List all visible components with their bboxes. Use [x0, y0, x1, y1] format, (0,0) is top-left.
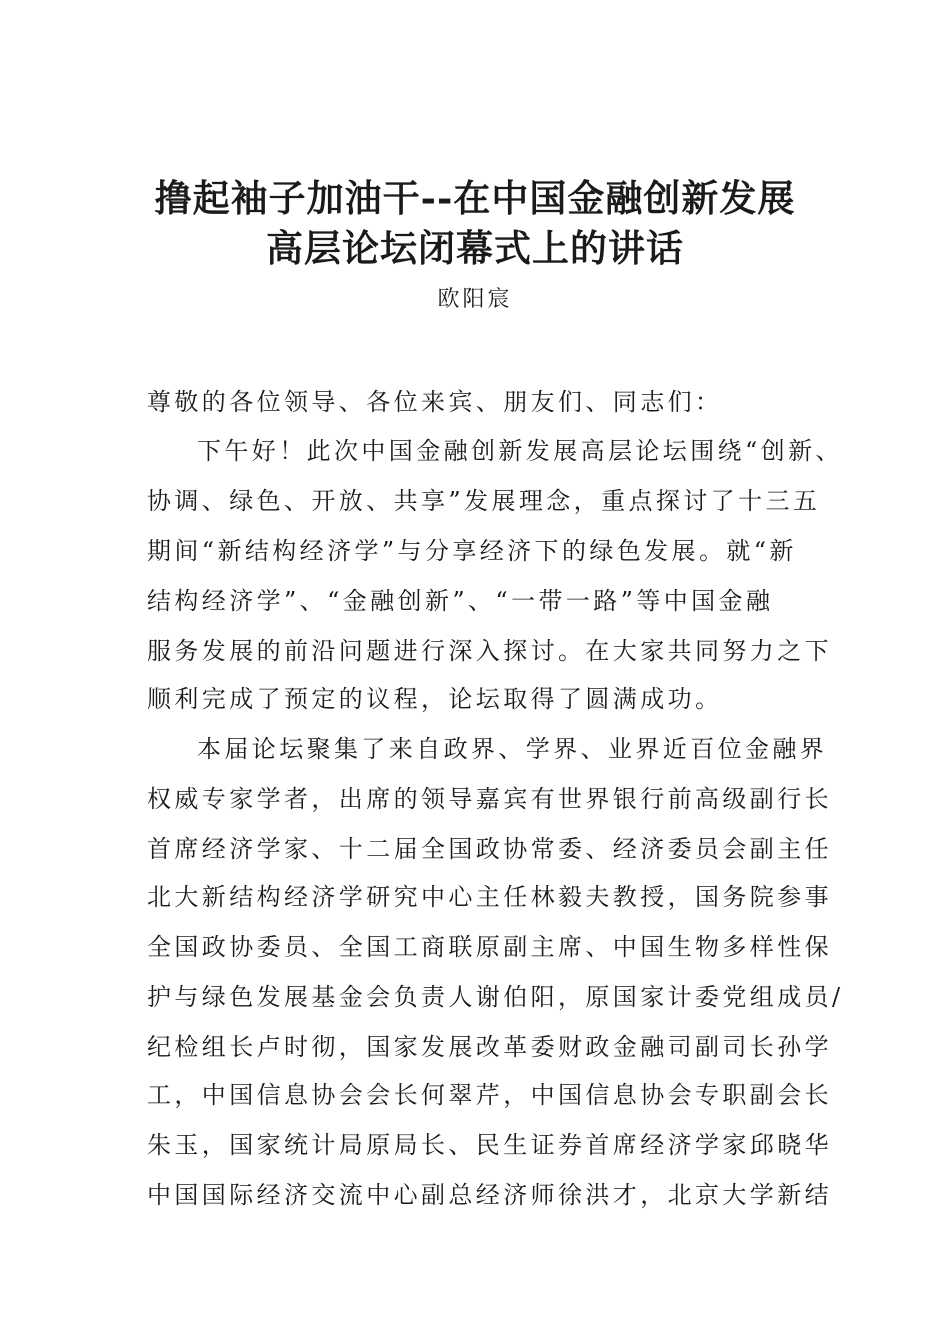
paragraph-line: 顺利完成了预定的议程，论坛取得了圆满成功。: [147, 685, 723, 713]
paragraph-line: 下午好！此次中国金融创新发展高层论坛围绕“创新、: [197, 437, 843, 465]
paragraph-line: 本届论坛聚集了来自政界、学界、业界近百位金融界: [197, 735, 828, 763]
salutation: 尊敬的各位领导、各位来宾、朋友们、同志们：: [147, 388, 723, 416]
author-name: 欧阳宸: [437, 287, 513, 312]
paragraph-line: 护与绿色发展基金会负责人谢伯阳，原国家计委党组成员/: [147, 983, 844, 1011]
paragraph-line: 纪检组长卢时彻，国家发展改革委财政金融司副司长孙学: [147, 1033, 832, 1061]
paragraph-line: 中国国际经济交流中心副总经济师徐洪才，北京大学新结: [147, 1181, 832, 1209]
paragraph-line: 全国政协委员、全国工商联原副主席、中国生物多样性保: [147, 933, 832, 961]
paragraph-line: 权威专家学者，出席的领导嘉宾有世界银行前高级副行长: [147, 785, 832, 813]
paragraph-line: 协调、绿色、开放、共享”发展理念，重点探讨了十三五: [147, 487, 821, 515]
paragraph-line: 朱玉，国家统计局原局长、民生证券首席经济学家邱晓华: [147, 1131, 832, 1159]
document-title-line-2: 高层论坛闭幕式上的讲话: [266, 226, 684, 270]
paragraph-line: 北大新结构经济学研究中心主任林毅夫教授，国务院参事: [147, 883, 832, 911]
paragraph-line: 期间“新结构经济学”与分享经济下的绿色发展。就“新: [147, 537, 797, 565]
paragraph-line: 首席经济学家、十二届全国政协常委、经济委员会副主任: [147, 835, 832, 863]
paragraph-line: 结构经济学”、“金融创新”、“一带一路”等中国金融: [147, 587, 774, 615]
document-title-line-1: 撸起袖子加油干--在中国金融创新发展: [154, 176, 796, 220]
paragraph-line: 工，中国信息协会会长何翠芹，中国信息协会专职副会长: [147, 1081, 832, 1109]
paragraph-line: 服务发展的前沿问题进行深入探讨。在大家共同努力之下: [147, 637, 832, 665]
